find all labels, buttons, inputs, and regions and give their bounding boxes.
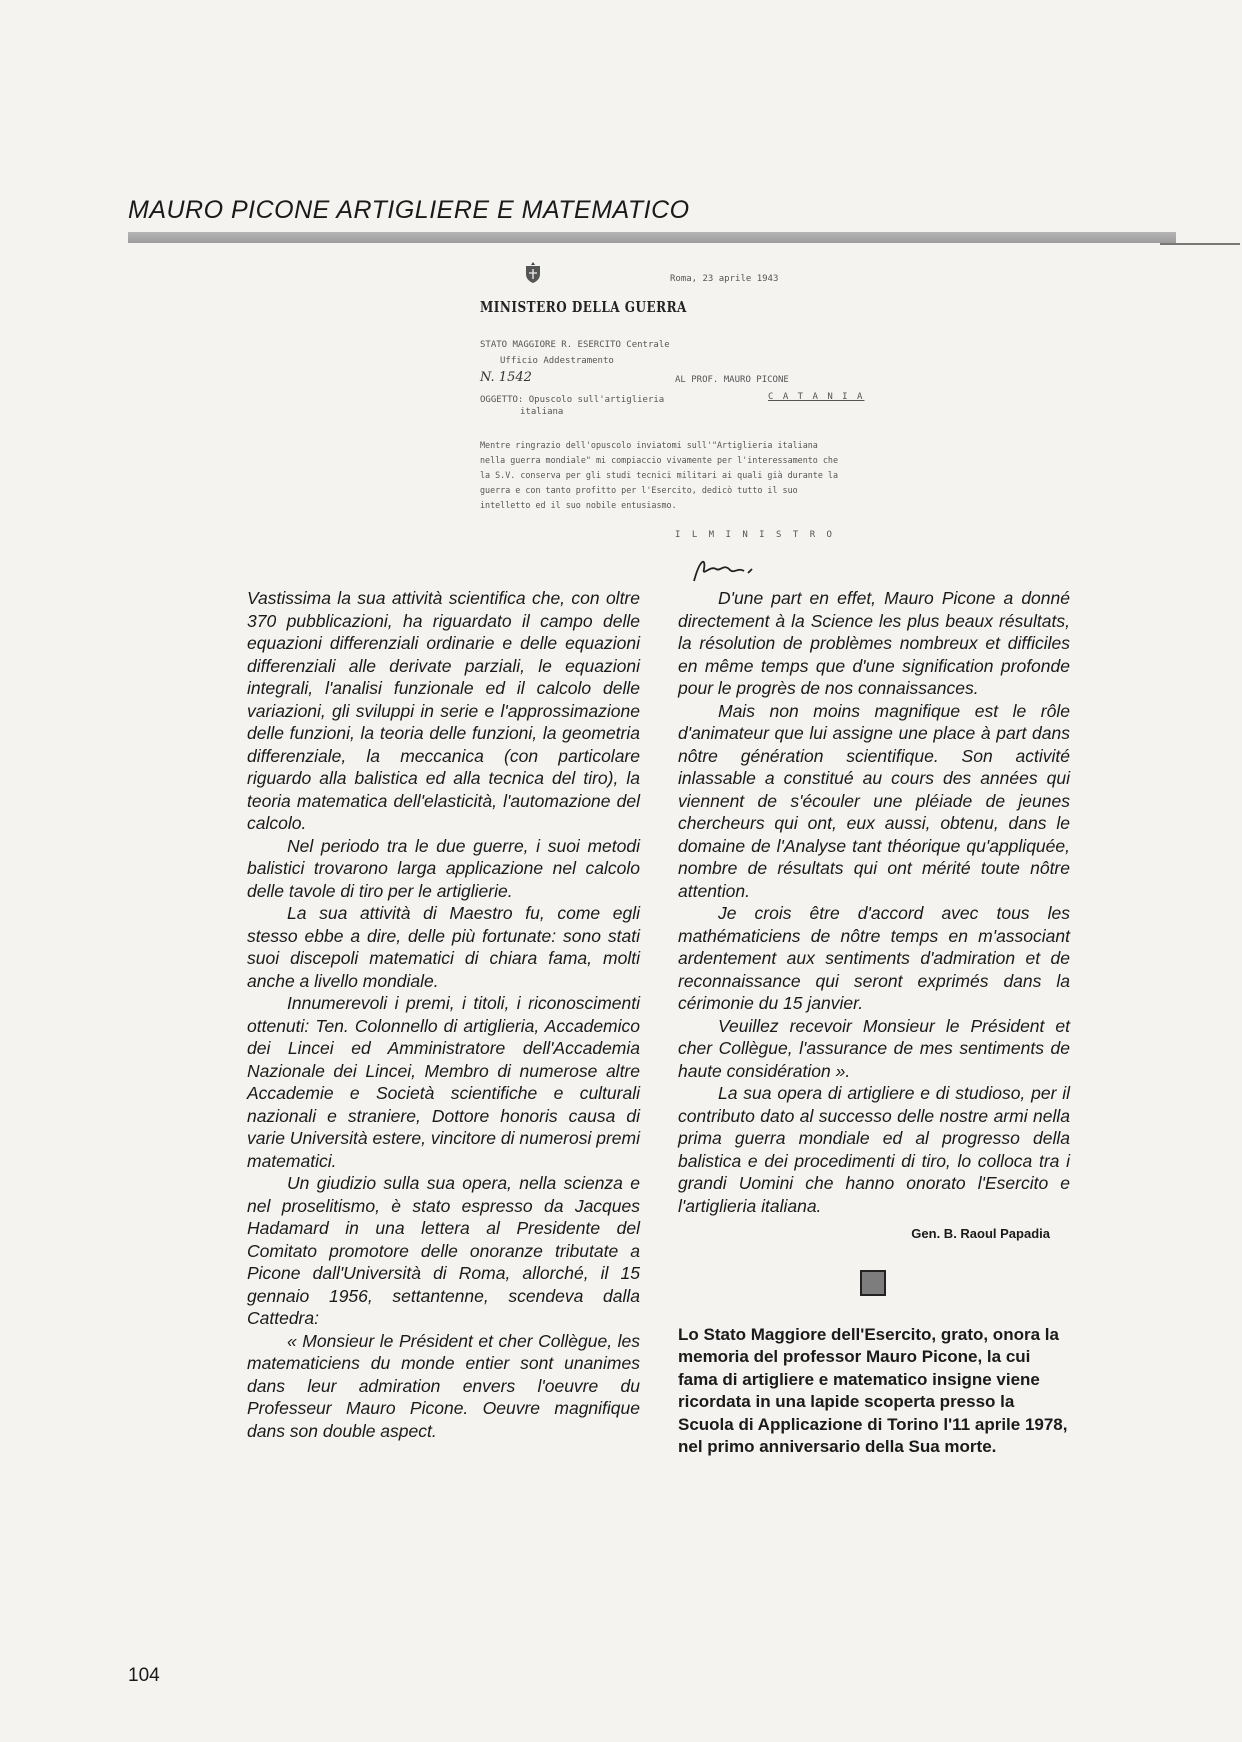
ministry-letter [470, 260, 890, 580]
header-rule [128, 232, 1176, 243]
end-mark-square-icon [860, 1270, 886, 1296]
paragraph: La sua opera di artigliere e di studioso, per il contributo dato al successo delle nostre armi nella prima guerra mondiale ed al progresso della balistica e dei procedimenti di tiro, lo colloca tra i grandi Uomini che hanno onorato l'Esercito e l'artiglieria italiana. [678, 1083, 1070, 1216]
letter-subject-cont: italiana [520, 407, 564, 417]
page-title: MAURO PICONE ARTIGLIERE E MATEMATICO [128, 196, 690, 224]
left-column [247, 587, 640, 1442]
coat-of-arms-icon [522, 260, 544, 284]
right-column [678, 587, 1070, 1459]
article-author: Gen. B. Raoul Papadia [911, 1226, 1050, 1241]
paragraph: Vastissima la sua attività scientifica che, con oltre 370 pubblicazioni, ha riguardato il campo delle equazioni differenziali ordinarie e delle equazioni differenziali alle derivate parziali, le equazioni integrali, l'analisi funzionale ed il calcolo delle variazioni, gli sviluppi in serie e l'approssimazione delle funzioni, la teoria delle funzioni, la geometria differenziale, la meccanica (con particolare riguardo alla balistica ed alla tecnica del tiro), la teoria matematica dell'elasticità, l'automazione del calcolo. [247, 588, 640, 833]
letter-city: C A T A N I A [768, 392, 865, 402]
paragraph: La sua attività di Maestro fu, come egli stesso ebbe a dire, delle più fortunate: sono stati suoi discepoli matematici di chiara fama, molti anche a livello mondiale. [247, 903, 640, 991]
paragraph: Innumerevoli i premi, i titoli, i riconoscimenti ottenuti: Ten. Colonnello di artiglieria, Accademico dei Lincei ed Amministratore dell'Accademia Nazionale dei Lincei, Membro di numerose altre Accademie e Società scientifiche e culturali nazionali e straniere, Dottore honoris causa di varie Università estere, vincitore di numerosi premi matematici. [247, 993, 640, 1171]
header-rule-extension [1160, 243, 1240, 245]
letter-date: Roma, 23 aprile 1943 [670, 274, 779, 284]
paragraph: D'une part en effet, Mauro Picone a donné directement à la Science les plus beaux résultats, la résolution de problèmes nombreux et difficiles en même temps que d'une signification profonde pour le progrès de nos connaissances. [678, 588, 1070, 698]
letter-recipient: AL PROF. MAURO PICONE [675, 375, 789, 385]
ministry-name: MINISTERO DELLA GUERRA [480, 298, 687, 316]
paragraph: Je crois être d'accord avec tous les mathématiciens de nôtre temps en m'associant ardentement aux sentiments d'admiration et de reconnaissance qui seront exprimés dans la cérimonie du 15 janvier. [678, 903, 1070, 1013]
letter-body: Mentre ringrazio dell'opuscolo inviatomi sull'"Artiglieria italiana nella guerra mondiale" mi compiaccio vivamente per l'interessamento che la S.V. conserva per gli studi tecnici militari ai quali già durante la guerra e con tanto profitto per l'Esercito, dedicò tutto il suo intelletto ed il suo nobile entusiasmo. [480, 440, 838, 510]
memorial-note: Lo Stato Maggiore dell'Esercito, grato, onora la memoria del professor Mauro Picone, la cui fama di artigliere e matematico insigne viene ricordata in una lapide scoperta presso la Scuola di Applicazione di Torino l'11 aprile 1978, nel primo anniversario della Sua morte. [678, 1324, 1068, 1456]
paragraph: « Monsieur le Président et cher Collègue, les matematiciens du monde entier sont unanimes dans leur admiration envers l'oeuvre du Professeur Mauro Picone. Oeuvre magnifique dans son double aspect. [247, 1330, 640, 1441]
paragraph: Nel periodo tra le due guerre, i suoi metodi balistici trovarono larga applicazione nel calcolo delle tavole di tiro per le artiglierie. [247, 835, 640, 901]
paragraph: Un giudizio sulla sua opera, nella scienza e nel proselitismo, è stato espresso da Jacques Hadamard in una lettera al Presidente del Comitato promotore delle onoranze tributate a Picone dall'Università di Roma, allorché, il 15 gennaio 1956, settantenne, scendeva dalla Cattedra: [247, 1173, 640, 1328]
letter-signatory: I L M I N I S T R O [675, 530, 835, 540]
letter-office: Ufficio Addestramento [500, 356, 614, 366]
letter-department: STATO MAGGIORE R. ESERCITO Centrale [480, 340, 670, 350]
page-number: 104 [128, 1665, 160, 1686]
handwritten-signature-icon [690, 555, 760, 585]
letter-number: N. 1542 [480, 370, 532, 385]
paragraph: Veuillez recevoir Monsieur le Président et cher Collègue, l'assurance de mes sentiments de haute considération ». [678, 1015, 1070, 1081]
paragraph: Mais non moins magnifique est le rôle d'animateur que lui assigne une place à part dans nôtre génération scientifique. Son activité inlassable a constitué au cours des années qui viennent de s'écouler une pléiade de jeunes chercheurs qui ont, eux aussi, obtenu, dans le domaine de l'Analyse tant théorique qu'appliquée, nombre de résultats qui ont mérité toute nôtre attention. [678, 700, 1070, 901]
letter-subject: OGGETTO: Opuscolo sull'artiglieria [480, 395, 665, 405]
